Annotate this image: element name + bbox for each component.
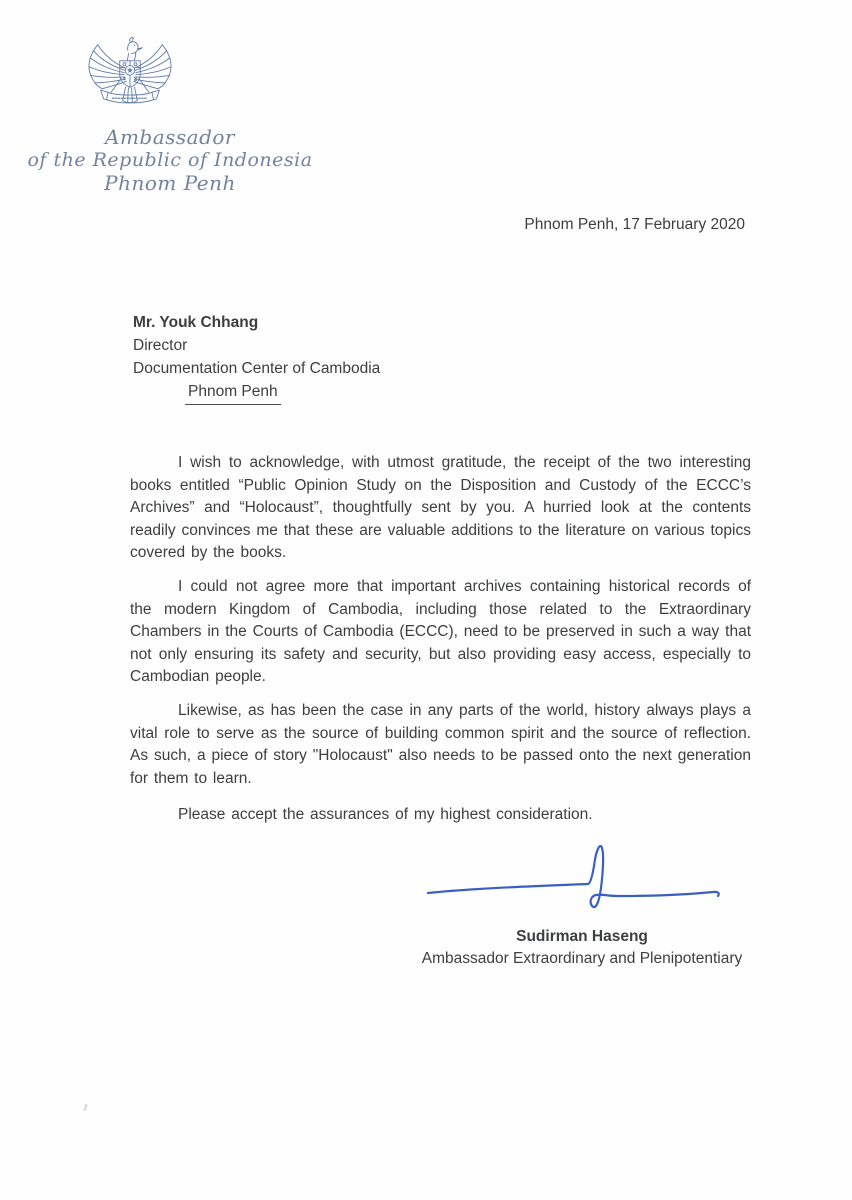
recipient-organization: Documentation Center of Cambodia (133, 360, 381, 377)
garuda-emblem-drawing (86, 28, 174, 120)
star-icon (127, 67, 133, 73)
paragraph-1: I wish to acknowledge, with utmost gratitude, the receipt of the two interesting books entitled “Public Opinion Study on the Disposition and Custody of the ECCC’s Archives” and “Holocaust”, thoughtfully sent by you. A hurried look at the contents readily convinces me that these are valuable additions to the literature on various topics covered by the books. (130, 454, 751, 562)
recipient-name: Mr. Youk Chhang (133, 314, 259, 331)
scan-artifact (83, 1104, 88, 1112)
letterhead-line3: Phnom Penh (104, 171, 236, 195)
signature-block (408, 838, 756, 968)
date-line: Phnom Penh, 17 February 2020 (524, 216, 745, 233)
letterhead-script (25, 126, 315, 195)
letterhead-line1: Ambassador (105, 125, 235, 149)
letter-body (130, 452, 751, 838)
signer-title: Ambassador Extraordinary and Plenipotentiary (421, 950, 743, 967)
recipient-title: Director (133, 337, 188, 354)
recipient-city: Phnom Penh (185, 380, 281, 405)
recipient-block (133, 311, 380, 405)
closing-line: Please accept the assurances of my highest consideration. (178, 806, 593, 824)
paragraph-2: I could not agree more that important archives containing historical records of the modern Kingdom of Cambodia, including those related to the Extraordinary Chambers in the Courts of Cambodia (ECCC), need to be preserved in such a way that not only ensuring its safety and security, but also providing easy access, especially to Cambodian people. (130, 577, 751, 686)
garuda-pancasila-emblem (86, 28, 174, 120)
handwritten-signature (408, 838, 753, 918)
signer-name: Sudirman Haseng (516, 928, 648, 945)
paragraph-3: Likewise, as has been the case in any parts of the world, history always plays a vital role to serve as the source of building common spirit and the source of reflection. As such, a piece of story "Holocaust" also needs to be passed onto the next generation for them to learn. (130, 701, 751, 787)
letterhead-line2: of the Republic of Indonesia (27, 149, 313, 171)
